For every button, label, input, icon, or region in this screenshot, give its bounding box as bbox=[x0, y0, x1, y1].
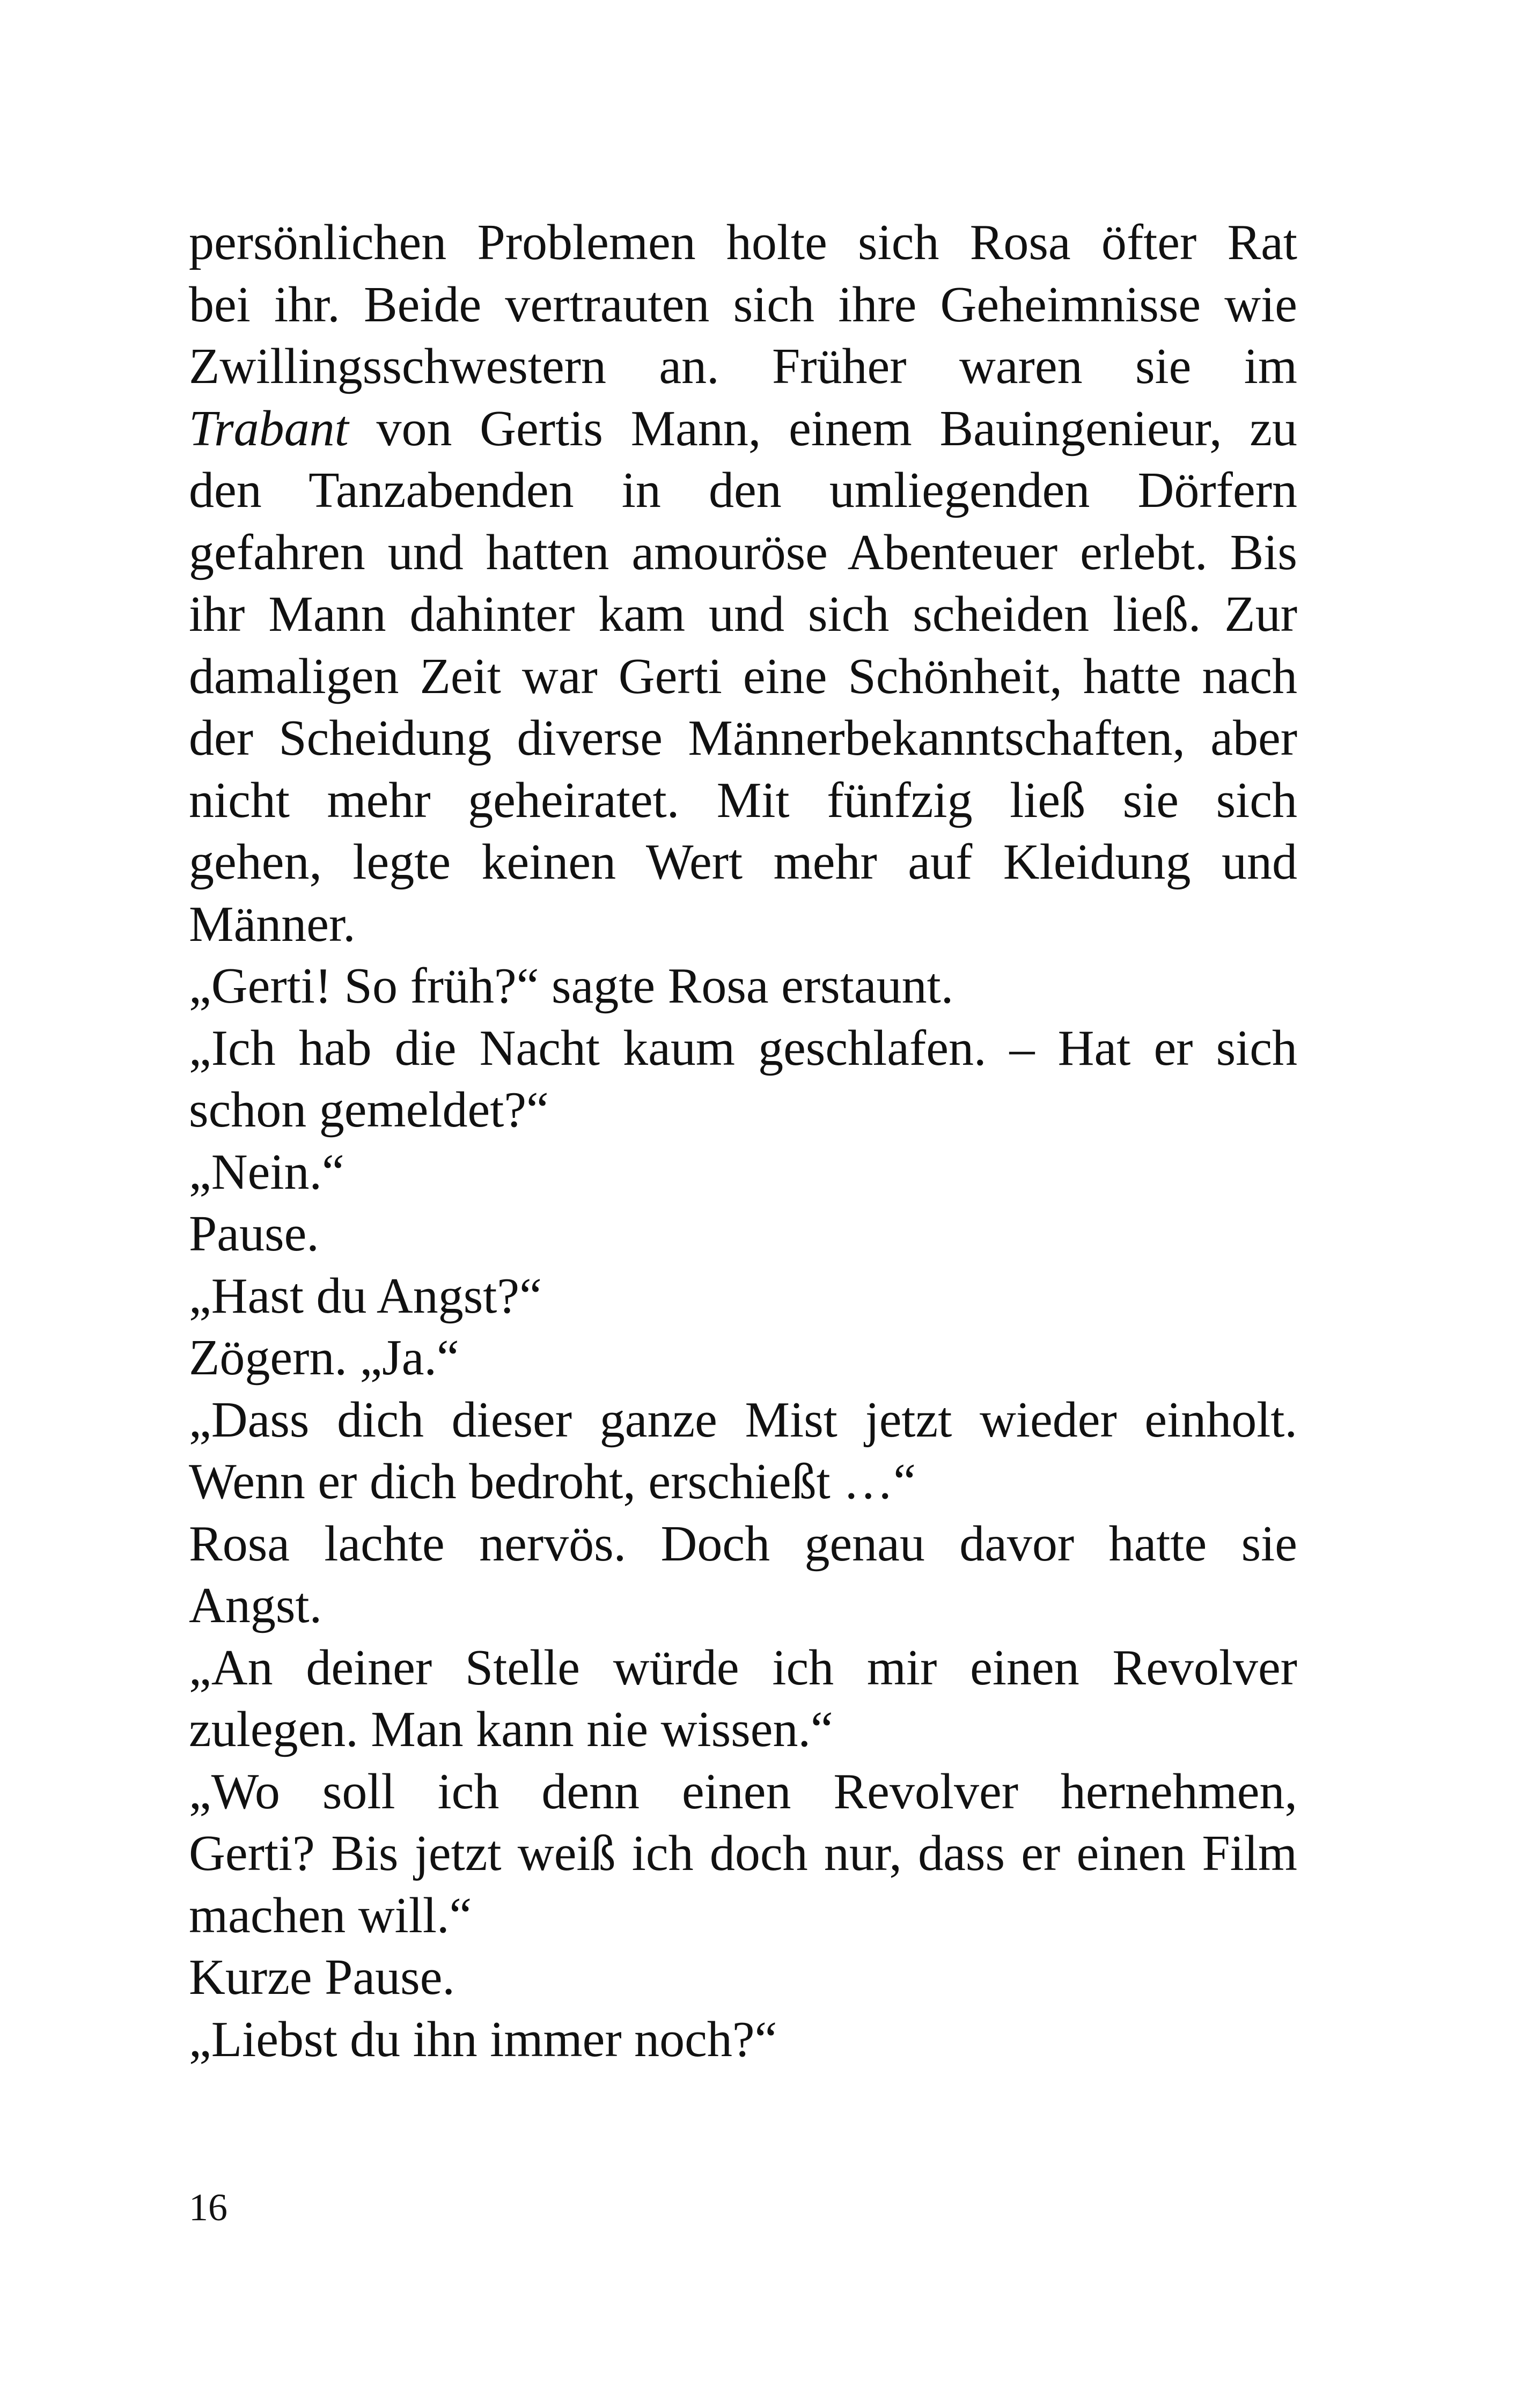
text-line-19: Zögern. „Ja.“ bbox=[189, 1330, 459, 1386]
text-line-13: „Gerti! So früh?“ sagte Rosa erstaunt. bbox=[189, 958, 954, 1014]
text-line-21: Wenn er dich bedroht, erschießt …“ bbox=[189, 1454, 916, 1509]
text-line-22: Rosa lachte nervös. Doch genau davor hatte sie bbox=[189, 1515, 1297, 1572]
text-line-29: Kurze Pause. bbox=[189, 1949, 455, 2005]
text-line-25: zulegen. Man kann nie wissen.“ bbox=[189, 1702, 833, 1757]
text-line-23: Angst. bbox=[189, 1578, 322, 1633]
text-line-2: bei ihr. Beide vertrauten sich ihre Geheimnisse wie bbox=[189, 276, 1297, 333]
text-line-4 bbox=[189, 398, 1297, 460]
text-line-16: „Nein.“ bbox=[189, 1144, 344, 1200]
text-line-30: „Liebst du ihn immer noch?“ bbox=[189, 2011, 777, 2067]
italic-word-trabant: Trabant bbox=[189, 400, 349, 456]
text-line-28: machen will.“ bbox=[189, 1887, 472, 1943]
text-line-17: Pause. bbox=[189, 1206, 319, 1262]
text-line-26: „Wo soll ich denn einen Revolver hernehmen, bbox=[189, 1763, 1297, 1820]
text-line-24: „An deiner Stelle würde ich mir einen Revolver bbox=[189, 1639, 1297, 1696]
text-line-1: persönlichen Problemen holte sich Rosa öfter Rat bbox=[189, 215, 1297, 270]
text-line-9: der Scheidung diverse Männerbekanntschaften, aber bbox=[189, 710, 1297, 766]
text-line-5: den Tanzabenden in den umliegenden Dörfern bbox=[189, 462, 1297, 518]
text-line-3: Zwillingsschwestern an. Früher waren sie im bbox=[189, 338, 1297, 394]
text-line-7: ihr Mann dahinter kam und sich scheiden ließ. Zur bbox=[189, 586, 1297, 642]
body-text bbox=[189, 212, 1297, 2071]
text-line-11: gehen, legte keinen Wert mehr auf Kleidung und bbox=[189, 834, 1297, 890]
text-line-15: schon gemeldet?“ bbox=[189, 1082, 549, 1138]
text-line-12: Männer. bbox=[189, 896, 356, 952]
text-line-8: damaligen Zeit war Gerti eine Schönheit, hatte nach bbox=[189, 648, 1297, 704]
text-line-27: Gerti? Bis jetzt weiß ich doch nur, dass er einen Film bbox=[189, 1825, 1297, 1881]
text-line-14: „Ich hab die Nacht kaum geschlafen. – Hat er sich bbox=[189, 1020, 1297, 1076]
text-line-18: „Hast du Angst?“ bbox=[189, 1268, 542, 1324]
page-number: 16 bbox=[189, 2186, 227, 2229]
text-line-6: gefahren und hatten amouröse Abenteuer erlebt. Bis bbox=[189, 524, 1297, 580]
text-line-4-rest: von Gertis Mann, einem Bauingenieur, zu bbox=[348, 400, 1297, 456]
text-line-10: nicht mehr geheiratet. Mit fünfzig ließ sie sich bbox=[189, 772, 1297, 828]
text-line-20: „Dass dich dieser ganze Mist jetzt wieder einholt. bbox=[189, 1391, 1297, 1448]
